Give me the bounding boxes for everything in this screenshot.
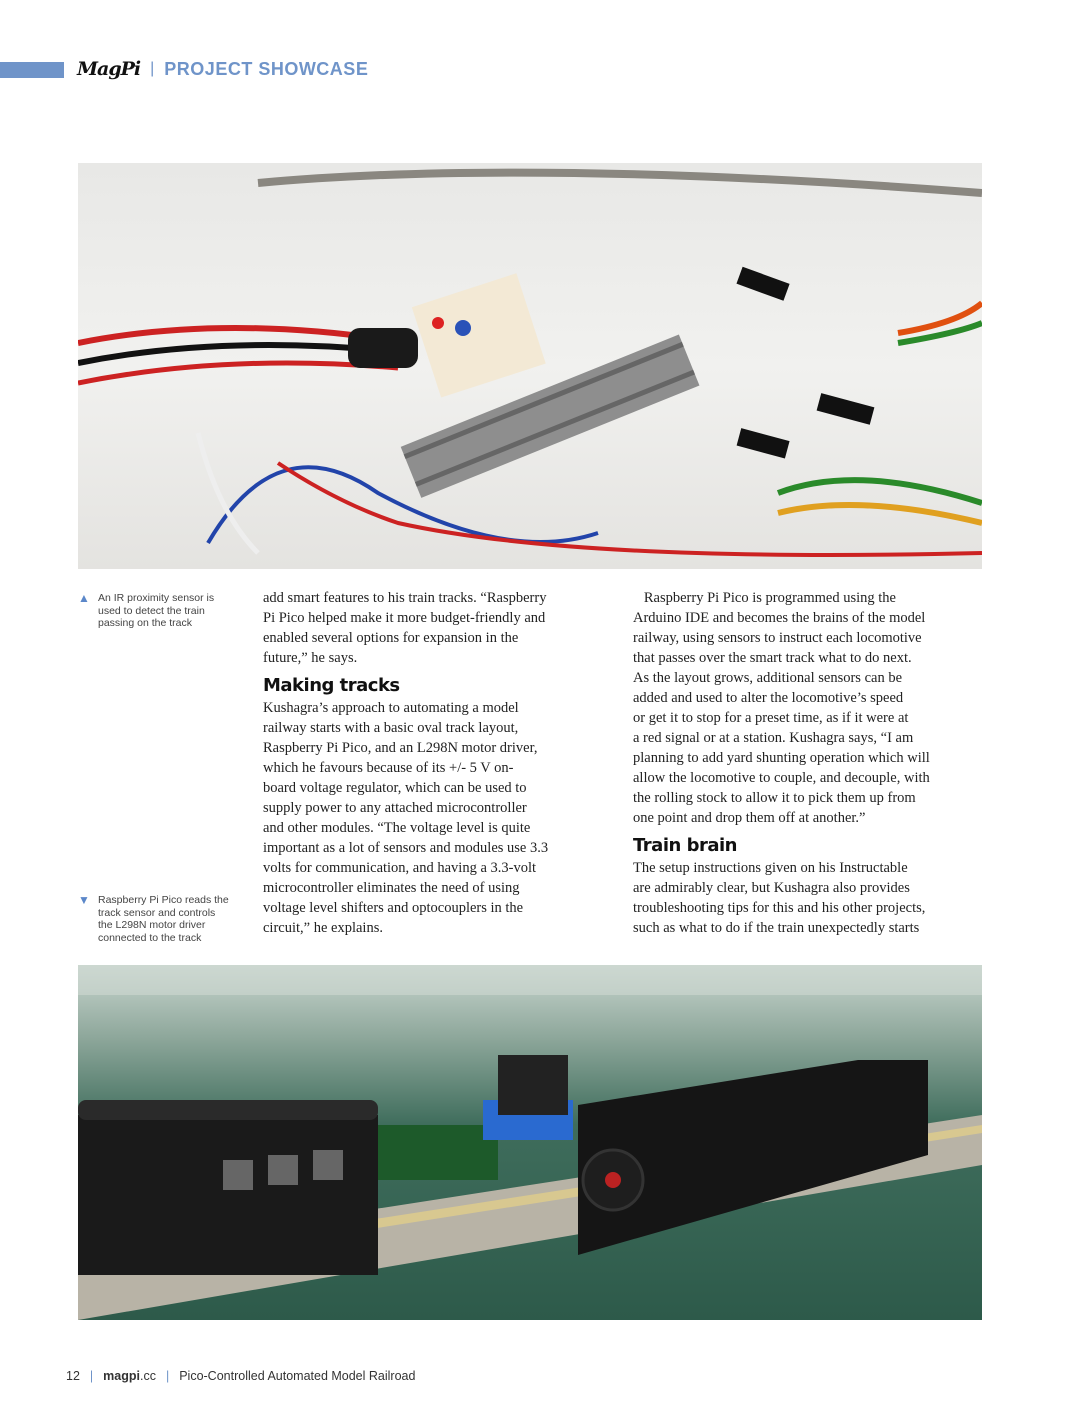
body-line: allow the locomotive to couple, and decouple, with bbox=[633, 770, 930, 786]
body-line: microcontroller eliminates the need of using bbox=[263, 880, 520, 896]
body-line: add smart features to his train tracks. “Raspberry bbox=[263, 590, 547, 606]
body-line: troubleshooting tips for this and his other projects, bbox=[633, 900, 926, 916]
body-line: and other modules. “The voltage level is quite bbox=[263, 820, 531, 836]
photo-ir-sensor-illustration bbox=[78, 163, 982, 569]
body-line: the rolling stock to allow it to pick them up from bbox=[633, 790, 916, 806]
body-line: supply power to any attached microcontroller bbox=[263, 800, 527, 816]
body-line: added and used to alter the locomotive’s speed bbox=[633, 690, 904, 706]
body-line: Arduino IDE and becomes the brains of the model bbox=[633, 610, 926, 626]
body-line: Kushagra’s approach to automating a model bbox=[263, 700, 519, 716]
caption-line: Raspberry Pi Pico reads the bbox=[98, 894, 229, 906]
caption-line: track sensor and controls bbox=[98, 906, 216, 919]
article-title: Pico-Controlled Automated Model Railroad bbox=[179, 1369, 416, 1383]
site-domain: .cc bbox=[139, 1369, 156, 1383]
article-column-3 bbox=[633, 588, 983, 938]
body-line: enabled several options for expansion in the bbox=[263, 630, 519, 646]
body-line: which he favours because of its +/- 5 V on- bbox=[263, 760, 514, 776]
page-header bbox=[77, 58, 368, 80]
page-number: 12 bbox=[66, 1369, 80, 1383]
body-line: The setup instructions given on his Instructable bbox=[633, 860, 908, 876]
footer-site[interactable] bbox=[103, 1369, 156, 1383]
body-line: As the layout grows, additional sensors can be bbox=[633, 670, 903, 686]
body-line: one point and drop them off at another.” bbox=[633, 810, 866, 826]
photo-ir-sensor-track bbox=[78, 163, 982, 569]
body-line: Pi Pico helped make it more budget-friendly and bbox=[263, 610, 546, 626]
subheading-making-tracks: Making tracks bbox=[263, 675, 400, 696]
body-line: Raspberry Pi Pico is programmed using the bbox=[633, 590, 896, 606]
body-line: planning to add yard shunting operation which will bbox=[633, 750, 930, 766]
footer-separator: | bbox=[89, 1369, 94, 1383]
magpi-logo: MagPi bbox=[77, 58, 141, 80]
body-line: important as a lot of sensors and modules use 3.3 bbox=[263, 840, 549, 856]
page-footer bbox=[66, 1369, 415, 1383]
triangle-up-icon: ▲ bbox=[78, 591, 90, 605]
body-line: are admirably clear, but Kushagra also provides bbox=[633, 880, 910, 896]
body-line: voltage level shifters and optocouplers in the bbox=[263, 900, 524, 916]
caption-line: used to detect the train bbox=[98, 604, 205, 617]
body-line: circuit,” he explains. bbox=[263, 920, 383, 936]
body-line: such as what to do if the train unexpectedly starts bbox=[633, 920, 920, 936]
caption-pico bbox=[78, 894, 248, 944]
body-line: volts for communication, and having a 3.3-volt bbox=[263, 860, 537, 876]
site-name: magpi bbox=[103, 1369, 140, 1383]
body-line: Raspberry Pi Pico, and an L298N motor driver, bbox=[263, 740, 538, 756]
photo-locomotive-illustration bbox=[78, 965, 982, 1320]
header-accent-bar bbox=[0, 62, 64, 78]
body-line: a red signal or at a station. Kushagra says, “I am bbox=[633, 730, 914, 746]
body-line: railway, using sensors to instruct each locomotive bbox=[633, 630, 922, 646]
header-separator: | bbox=[150, 60, 155, 77]
body-line: or get it to stop for a preset time, as if it were at bbox=[633, 710, 909, 726]
photo-locomotive-pico bbox=[78, 965, 982, 1320]
section-title: PROJECT SHOWCASE bbox=[164, 58, 369, 79]
caption-ir-sensor bbox=[78, 592, 248, 630]
body-line: that passes over the smart track what to do next. bbox=[633, 650, 912, 666]
body-line: board voltage regulator, which can be used to bbox=[263, 780, 527, 796]
article-column-2 bbox=[263, 588, 608, 938]
caption-line: An IR proximity sensor is bbox=[98, 592, 215, 604]
subheading-train-brain: Train brain bbox=[633, 835, 737, 856]
body-line: railway starts with a basic oval track layout, bbox=[263, 720, 519, 736]
caption-line: connected to the track bbox=[98, 931, 202, 944]
caption-line: passing on the track bbox=[98, 617, 192, 629]
triangle-down-icon: ▼ bbox=[78, 893, 90, 907]
footer-separator: | bbox=[165, 1369, 170, 1383]
caption-line: the L298N motor driver bbox=[98, 919, 206, 931]
body-line: future,” he says. bbox=[263, 650, 358, 666]
